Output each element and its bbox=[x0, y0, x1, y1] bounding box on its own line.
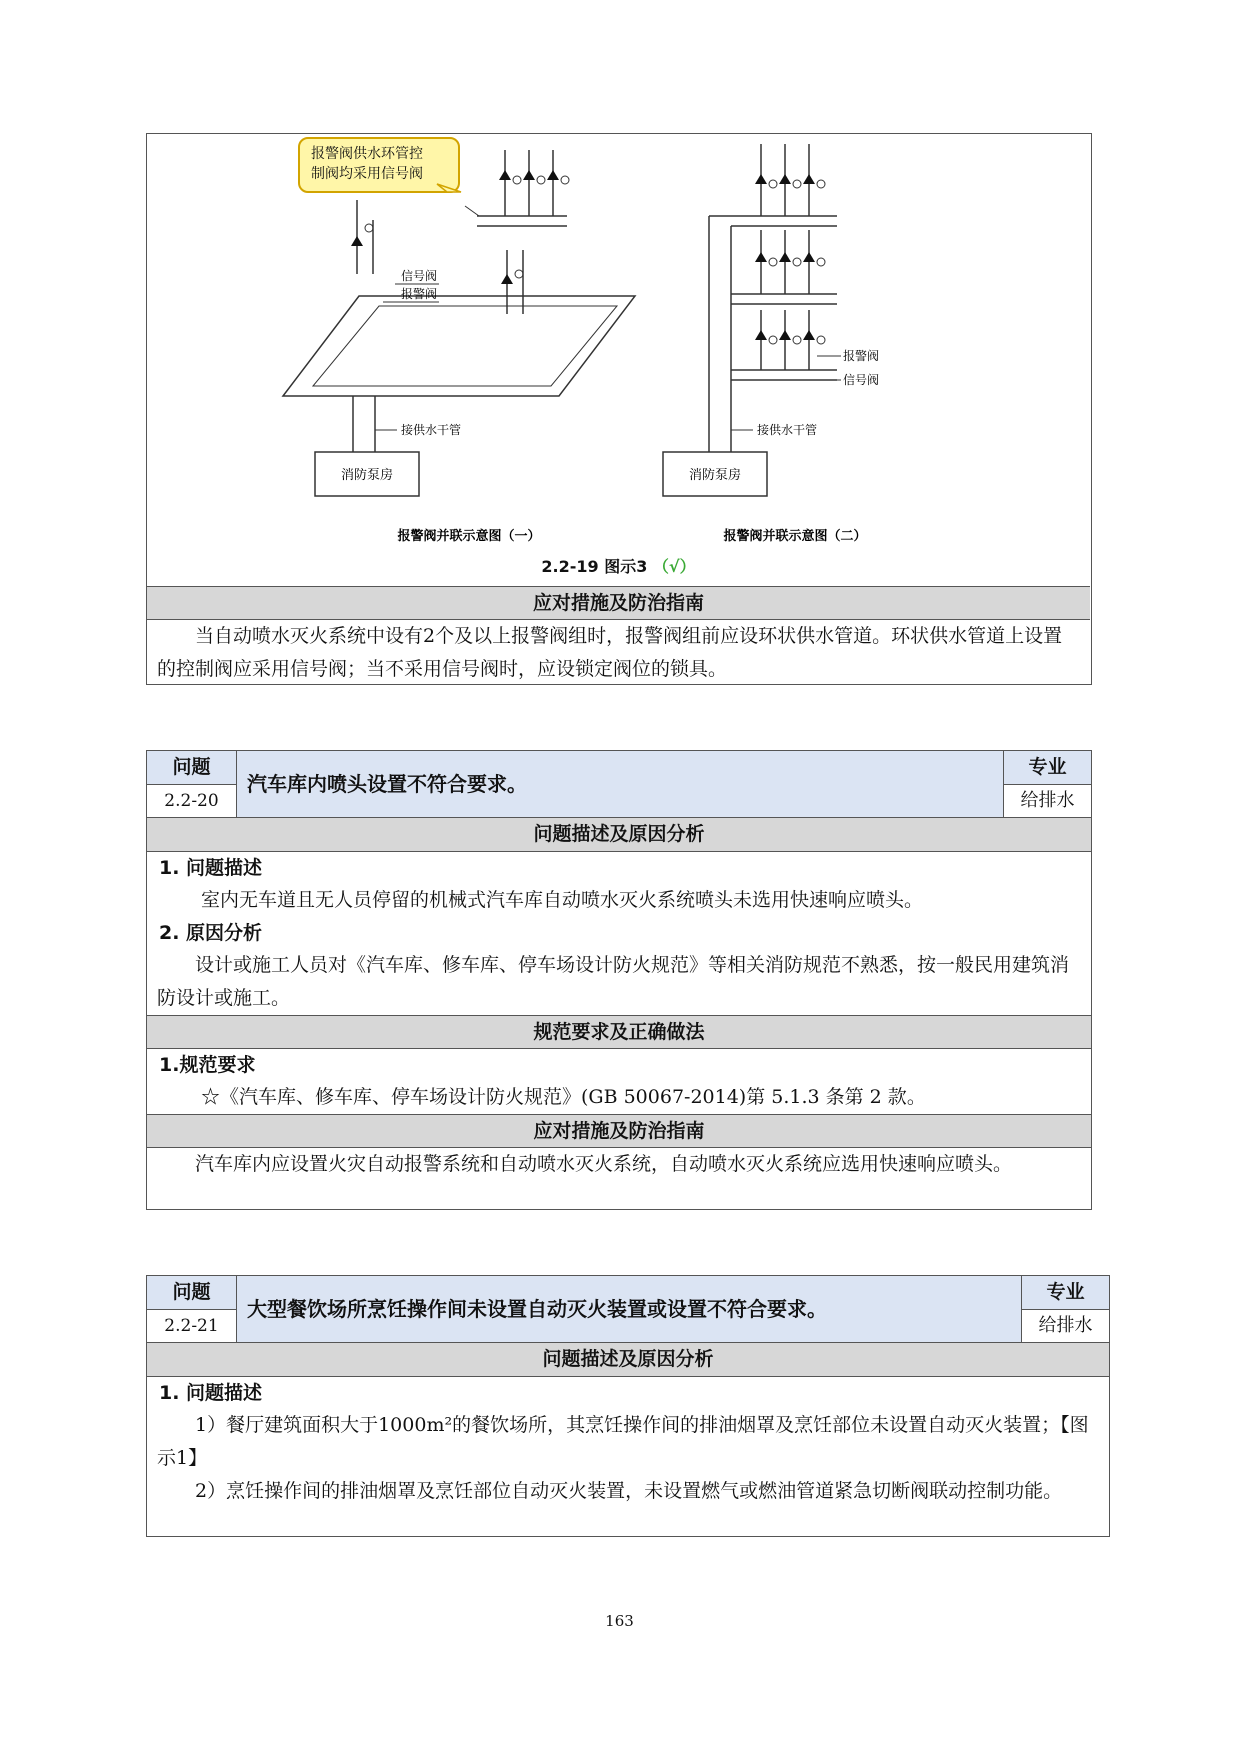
major-cell bbox=[1003, 751, 1091, 817]
problem-title: 汽车库内喷头设置不符合要求。 bbox=[237, 751, 1003, 817]
desc-item-1: 1）餐厅建筑面积大于1000m²的餐饮场所，其烹饪操作间的排油烟罩及烹饪部位未设置自动灭火装置；【图示1】 bbox=[157, 1414, 1089, 1469]
problem-header bbox=[147, 751, 1091, 818]
figure-caption bbox=[147, 554, 1090, 577]
caption-left: 报警阀并联示意图（一） bbox=[397, 529, 541, 544]
problem-block-2-2-21 bbox=[146, 1275, 1110, 1537]
section-spec: 规范要求及正确做法 bbox=[147, 1015, 1091, 1049]
section-desc: 问题描述及原因分析 bbox=[147, 1343, 1109, 1377]
check-mark: （√） bbox=[652, 557, 696, 576]
pump-room-right: 消防泵房 bbox=[688, 468, 742, 483]
problem-header bbox=[147, 1276, 1109, 1343]
figure-number: 2.2-19 图示3 bbox=[541, 557, 648, 576]
label-signal-valve-right: 信号阀 bbox=[843, 373, 880, 387]
major-value: 给排水 bbox=[1038, 1315, 1093, 1336]
major-label: 专业 bbox=[1022, 1276, 1109, 1310]
spec-text: ☆《汽车库、修车库、停车场设计防火规范》(GB 50067-2014)第 5.1.3 条第 2 款。 bbox=[201, 1086, 926, 1108]
measures-text-2: 汽车库内应设置火灾自动报警系统和自动喷水灭火系统，自动喷水灭火系统应选用快速响应喷头。 bbox=[195, 1153, 1013, 1175]
label-alarm-valve-left: 报警阀 bbox=[401, 287, 438, 301]
cause-text: 设计或施工人员对《汽车库、修车库、停车场设计防火规范》等相关消防规范不熟悉，按一般民用建筑消防设计或施工。 bbox=[157, 954, 1070, 1009]
problem-title: 大型餐饮场所烹饪操作间未设置自动灭火装置或设置不符合要求。 bbox=[237, 1276, 1021, 1342]
section-desc: 问题描述及原因分析 bbox=[147, 818, 1091, 852]
label-signal-valve-left: 信号阀 bbox=[401, 269, 438, 283]
figure-block bbox=[146, 133, 1092, 685]
desc-text: 室内无车道且无人员停留的机械式汽车库自动喷水灭火系统喷头未选用快速响应喷头。 bbox=[201, 889, 924, 911]
problem-id-cell bbox=[147, 751, 237, 817]
desc-heading: 1. 问题描述 bbox=[159, 1382, 263, 1404]
problem-block-2-2-20 bbox=[146, 750, 1092, 1210]
problem-label: 问题 bbox=[147, 1276, 236, 1310]
cause-heading: 2. 原因分析 bbox=[159, 922, 263, 944]
page-number: 163 bbox=[605, 1612, 634, 1630]
label-supply-right: 接供水干管 bbox=[757, 423, 818, 437]
section-measures-2: 应对措施及防治指南 bbox=[147, 1114, 1091, 1148]
problem-number: 2.2-21 bbox=[164, 1316, 219, 1336]
callout-line1: 报警阀供水环管控 bbox=[311, 146, 423, 162]
major-cell bbox=[1021, 1276, 1109, 1342]
callout-line2: 制阀均采用信号阀 bbox=[311, 166, 423, 182]
problem-id-cell bbox=[147, 1276, 237, 1342]
pump-room-left: 消防泵房 bbox=[340, 468, 394, 483]
ring-inner-left bbox=[313, 306, 617, 386]
measures-text-1: 当自动喷水灭火系统中设有2个及以上报警阀组时，报警阀组前应设环状供水管道。环状供水管道上设置的控制阀应采用信号阀；当不采用信号阀时，应设锁定阀位的锁具。 bbox=[157, 625, 1063, 680]
ring-main-left bbox=[283, 296, 635, 396]
major-label: 专业 bbox=[1004, 751, 1091, 785]
problem-label: 问题 bbox=[147, 751, 236, 785]
desc-item-2: 2）烹饪操作间的排油烟罩及烹饪部位自动灭火装置，未设置燃气或燃油管道紧急切断阀联动控制功能。 bbox=[195, 1480, 1063, 1502]
major-value: 给排水 bbox=[1020, 790, 1075, 811]
label-alarm-valve-right: 报警阀 bbox=[843, 349, 880, 363]
desc-heading: 1. 问题描述 bbox=[159, 857, 263, 879]
label-supply-left: 接供水干管 bbox=[401, 423, 462, 437]
section-measures-1: 应对措施及防治指南 bbox=[147, 586, 1090, 620]
caption-right: 报警阀并联示意图（二） bbox=[723, 529, 867, 544]
spec-heading: 1.规范要求 bbox=[159, 1054, 256, 1076]
problem-number: 2.2-20 bbox=[164, 791, 219, 811]
alarm-valve-diagram bbox=[147, 134, 1090, 584]
